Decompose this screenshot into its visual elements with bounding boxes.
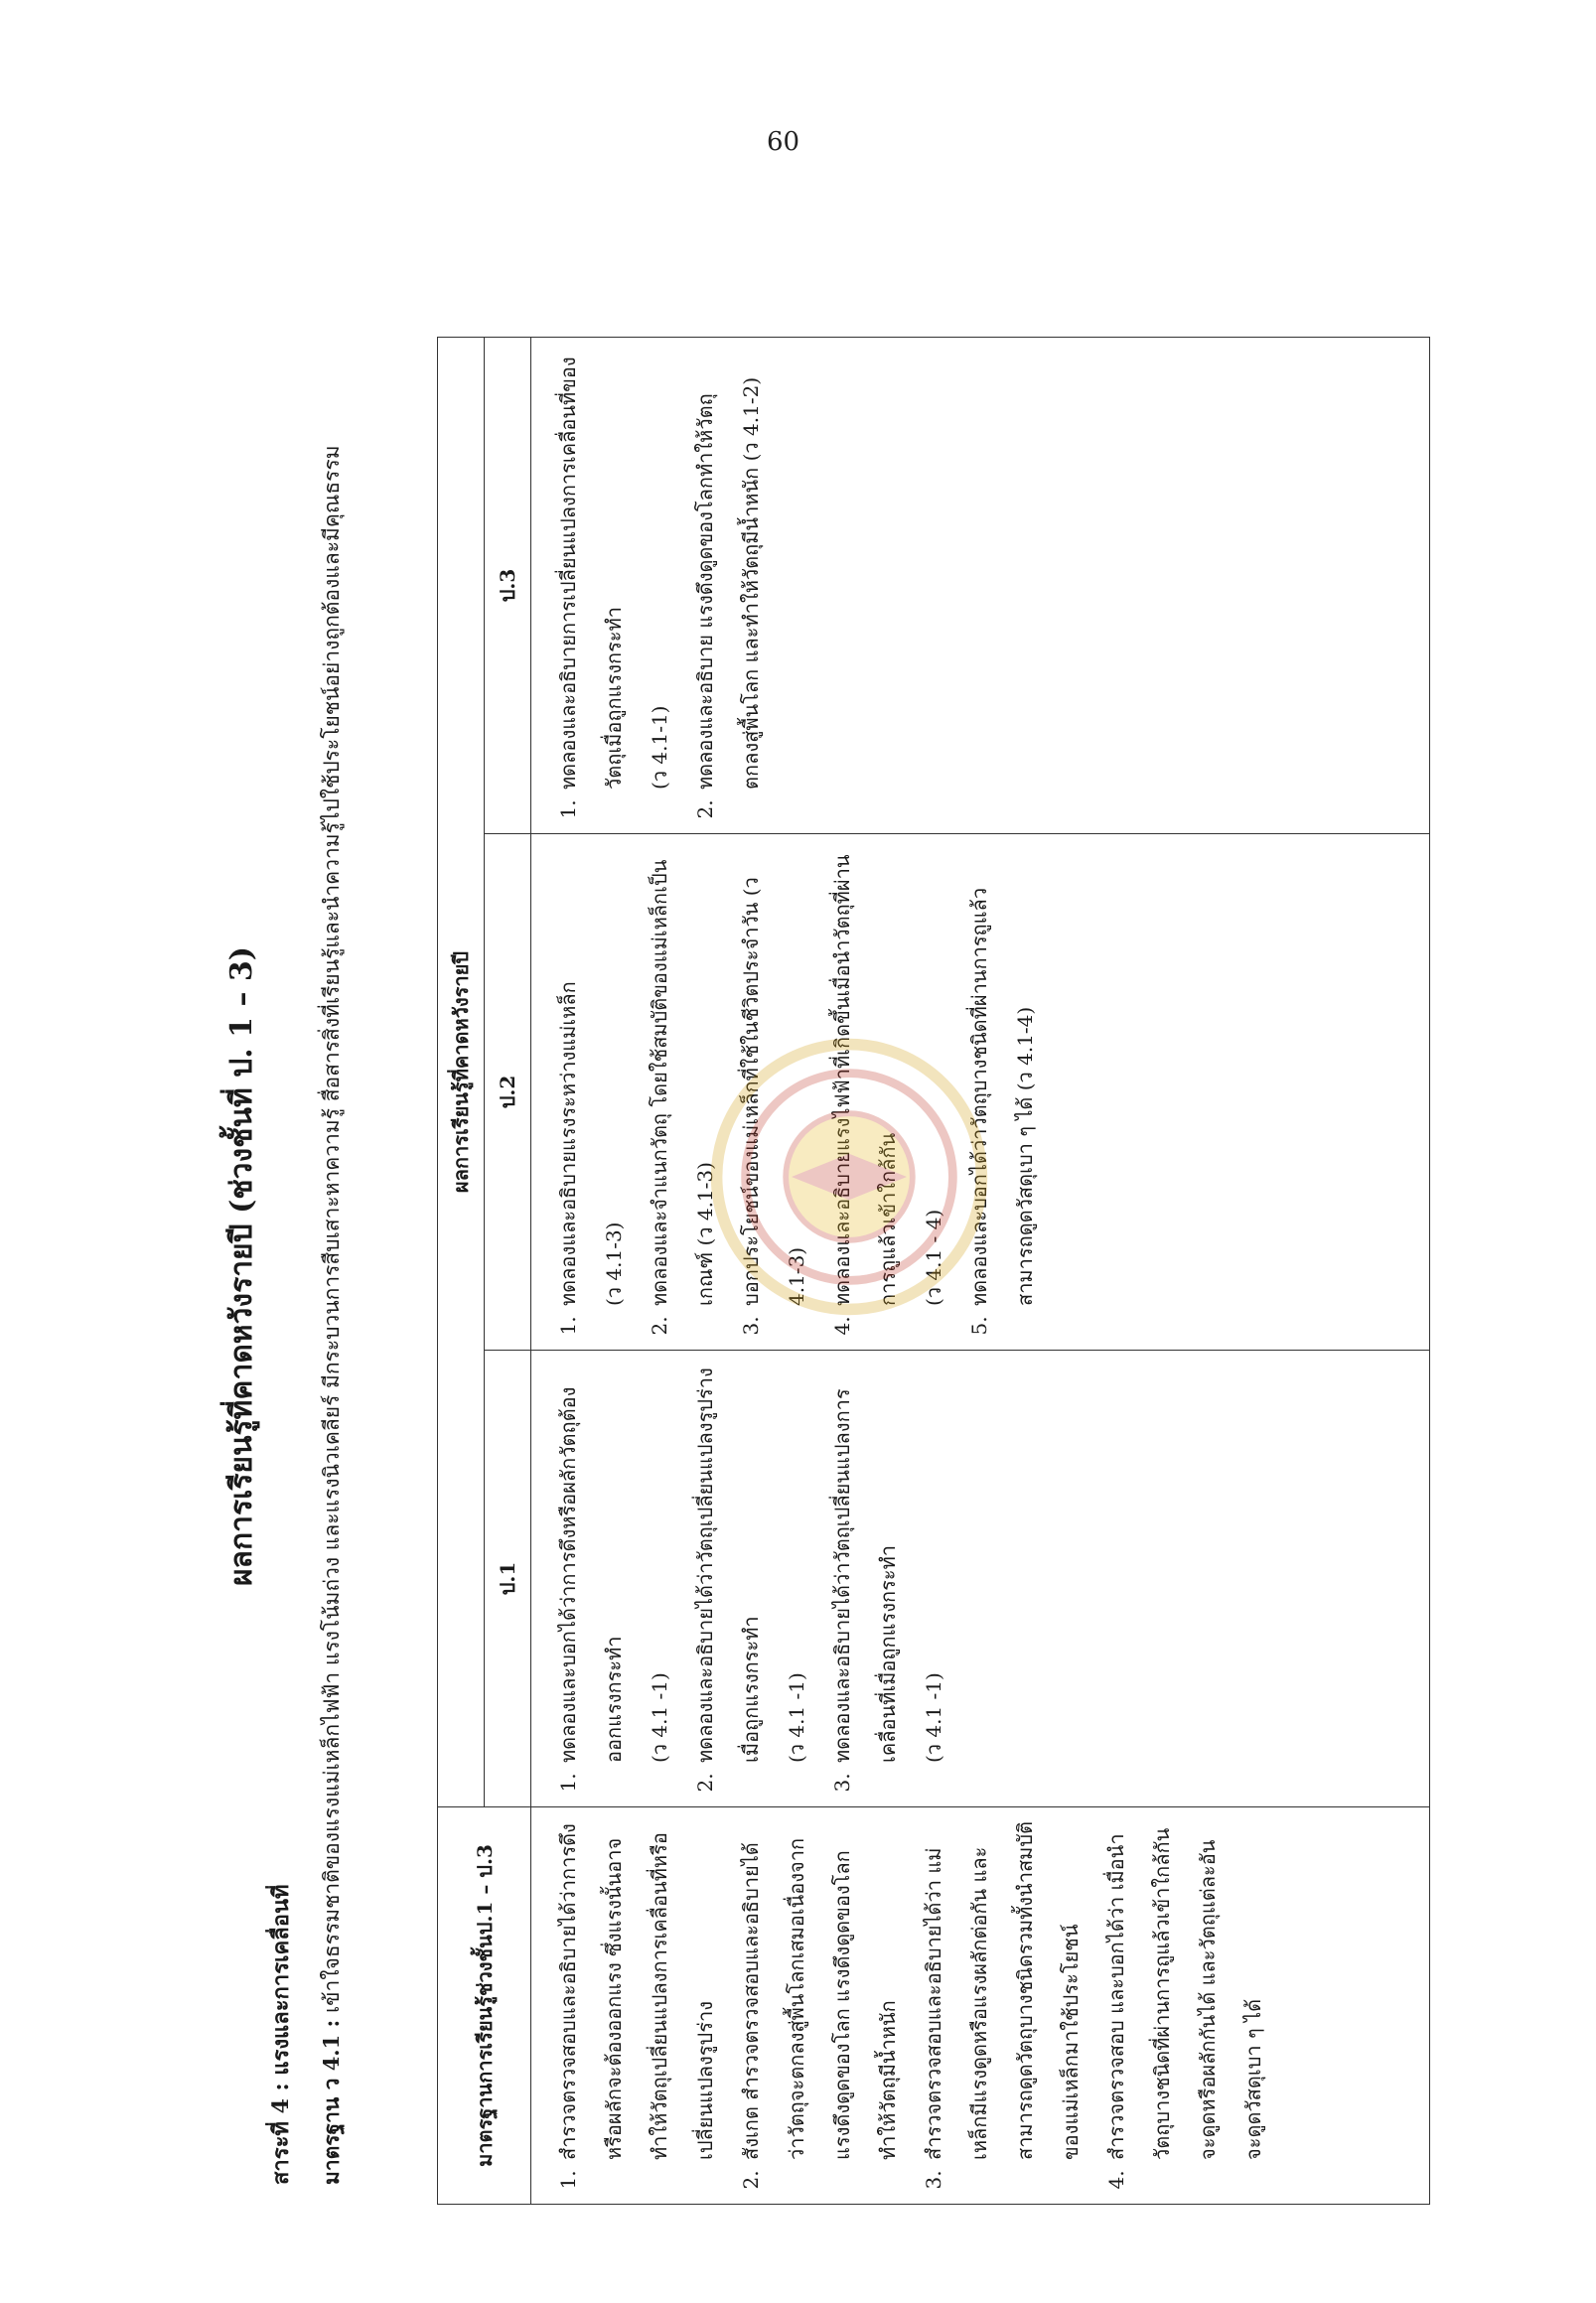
outcome-code: (ว 4.1-1) — [648, 705, 671, 790]
outcome-text: บอกประโยชน์ของแม่เหล็กที่ใช้ในชีวิตประจำวัน (ว 4.1-3) — [739, 877, 808, 1306]
standard-item: 2. สังเกต สำรวจตรวจสอบและอธิบายได้ว่าวัตถุจะตกลงสู่พื้นโลกเสมอเนื่องจากแรงดึงดูดของโลก แรงดึงดูดของโลกทำให้วัตถุมีน้ำหนัก — [728, 1821, 911, 2164]
outcome-text: ทดลองและบอกได้ว่าวัตถุบางชนิดที่ผ่านการถูแล้วสามารถดูดวัสดุเบา ๆ ได้ (ว 4.1-4) — [967, 887, 1037, 1306]
outcome-item — [728, 848, 819, 1310]
outcome-code: (ว 4.1 -1) — [922, 1672, 945, 1763]
outcome-item — [682, 1365, 819, 1767]
rotated-content — [179, 318, 1510, 2215]
outcome-item — [545, 1365, 682, 1767]
standard-item: 3. สำรวจตรวจสอบและอธิบายได้ว่า แม่เหล็กมีแรงดูดหรือแรงผลักต่อกัน และสามารถดูดวัตถุบางชนิดรวมทั้งนำสมบัติของแม่เหล็กมาใช้ประโยชน์ — [911, 1821, 1093, 2164]
outcome-item — [637, 848, 728, 1310]
outcome-text: ทดลองและอธิบายแรงระหว่างแม่เหล็ก — [556, 981, 580, 1306]
outcome-text: ทดลองและอธิบายได้ว่าวัตถุเปลี่ยนแปลงรูปร่างเมื่อถูกแรงกระทำ — [693, 1367, 763, 1763]
standard-statement — [308, 377, 356, 2185]
outcome-item — [819, 1365, 956, 1767]
learning-outcomes-table — [437, 337, 1430, 2205]
outcome-code: (ว 4.1 - 4) — [922, 1209, 945, 1306]
header-grade-p1: ป.1 — [485, 1351, 531, 1807]
outcome-item — [682, 352, 774, 793]
outcome-item — [819, 848, 956, 1310]
outcome-item — [956, 848, 1048, 1310]
outcome-text: ทดลองและอธิบายการเปลี่ยนแปลงการเคลื่อนที่ของวัตถุเมื่อถูกแรงกระทำ — [556, 357, 626, 790]
cell-p2 — [531, 834, 1430, 1351]
standard-item: 4. สำรวจตรวจสอบ และบอกได้ว่า เมื่อนำวัตถุบางชนิดที่ผ่านการถูแล้วเข้าใกล้กันจะดูดหรือผลักกันได้ และวัตถุแต่ละอันจะดูดวัสดุเบา ๆ ได้ — [1093, 1821, 1276, 2164]
outcome-text: ทดลองและบอกได้ว่าการดึงหรือผลักวัตถุต้องออกแรงกระทำ — [556, 1386, 626, 1763]
cell-standards — [531, 1807, 1430, 2205]
header-standards: มาตรฐานการเรียนรู้ช่วงชั้นป.1 – ป.3 — [438, 1807, 531, 2205]
cell-p3 — [531, 338, 1430, 834]
outcome-text: ทดลองและอธิบายได้ว่าวัตถุเปลี่ยนแปลงการเคลื่อนที่เมื่อถูกแรงกระทำ — [830, 1388, 900, 1763]
header-grade-p3: ป.3 — [485, 338, 531, 834]
header-grade-p2: ป.2 — [485, 834, 531, 1351]
standard-body: เข้าใจธรรมชาติของแรงแม่เหล็กไฟฟ้า แรงโน้มถ่วง และแรงนิวเคลียร์ มีกระบวนการสืบเสาะหาความรู้ สื่อสารสิ่งที่เรียนรู้และนำความรู้ไปใช้ประโยชน์อย่างถูกต้องและมีคุณธรรม — [320, 445, 344, 2013]
outcome-code: (ว 4.1-3) — [602, 1222, 626, 1306]
header-expected-outcomes: ผลการเรียนรู้ที่คาดหวังรายปี — [438, 338, 485, 1807]
outcome-item — [545, 848, 637, 1310]
standard-label: มาตรฐาน ว 4.1 : — [319, 2019, 344, 2185]
document-title: ผลการเรียนรู้ที่คาดหวังรายปี (ช่วงชั้นที่ ป. 1 – 3) — [224, 945, 259, 1587]
standard-item: 1. สำรวจตรวจสอบและอธิบายได้ว่าการดึง หรือผลักจะต้องออกแรง ซึ่งแรงนั้นอาจทำให้วัตถุเปลี่ยนแปลงการเคลื่อนที่หรือเปลี่ยนแปลงรูปร่าง — [545, 1821, 728, 2164]
outcome-code: (ว 4.1 -1) — [648, 1672, 671, 1763]
outcome-item — [545, 352, 682, 793]
outcome-text: ทดลองและอธิบาย แรงดึงดูดของโลกทำให้วัตถุตกลงสู่พื้นโลก และทำให้วัตถุมีน้ำหนัก (ว 4.1-2) — [693, 376, 763, 790]
outcome-text: ทดลองและจำแนกวัตถุ โดยใช้สมบัติของแม่เหล็กเป็นเกณฑ์ (ว 4.1-3) — [648, 859, 717, 1306]
outcome-code: (ว 4.1 -1) — [785, 1672, 808, 1763]
page-number: 60 — [767, 127, 800, 157]
outcome-text: ทดลองและอธิบายแรงไฟฟ้าที่เกิดขึ้นเมื่อนำวัตถุที่ผ่านการถูแล้วเข้าใกล้กัน — [830, 854, 900, 1306]
strand-heading: สาระที่ 4 : แรงและการเคลื่อนที่ — [268, 1884, 294, 2185]
cell-p1 — [531, 1351, 1430, 1807]
